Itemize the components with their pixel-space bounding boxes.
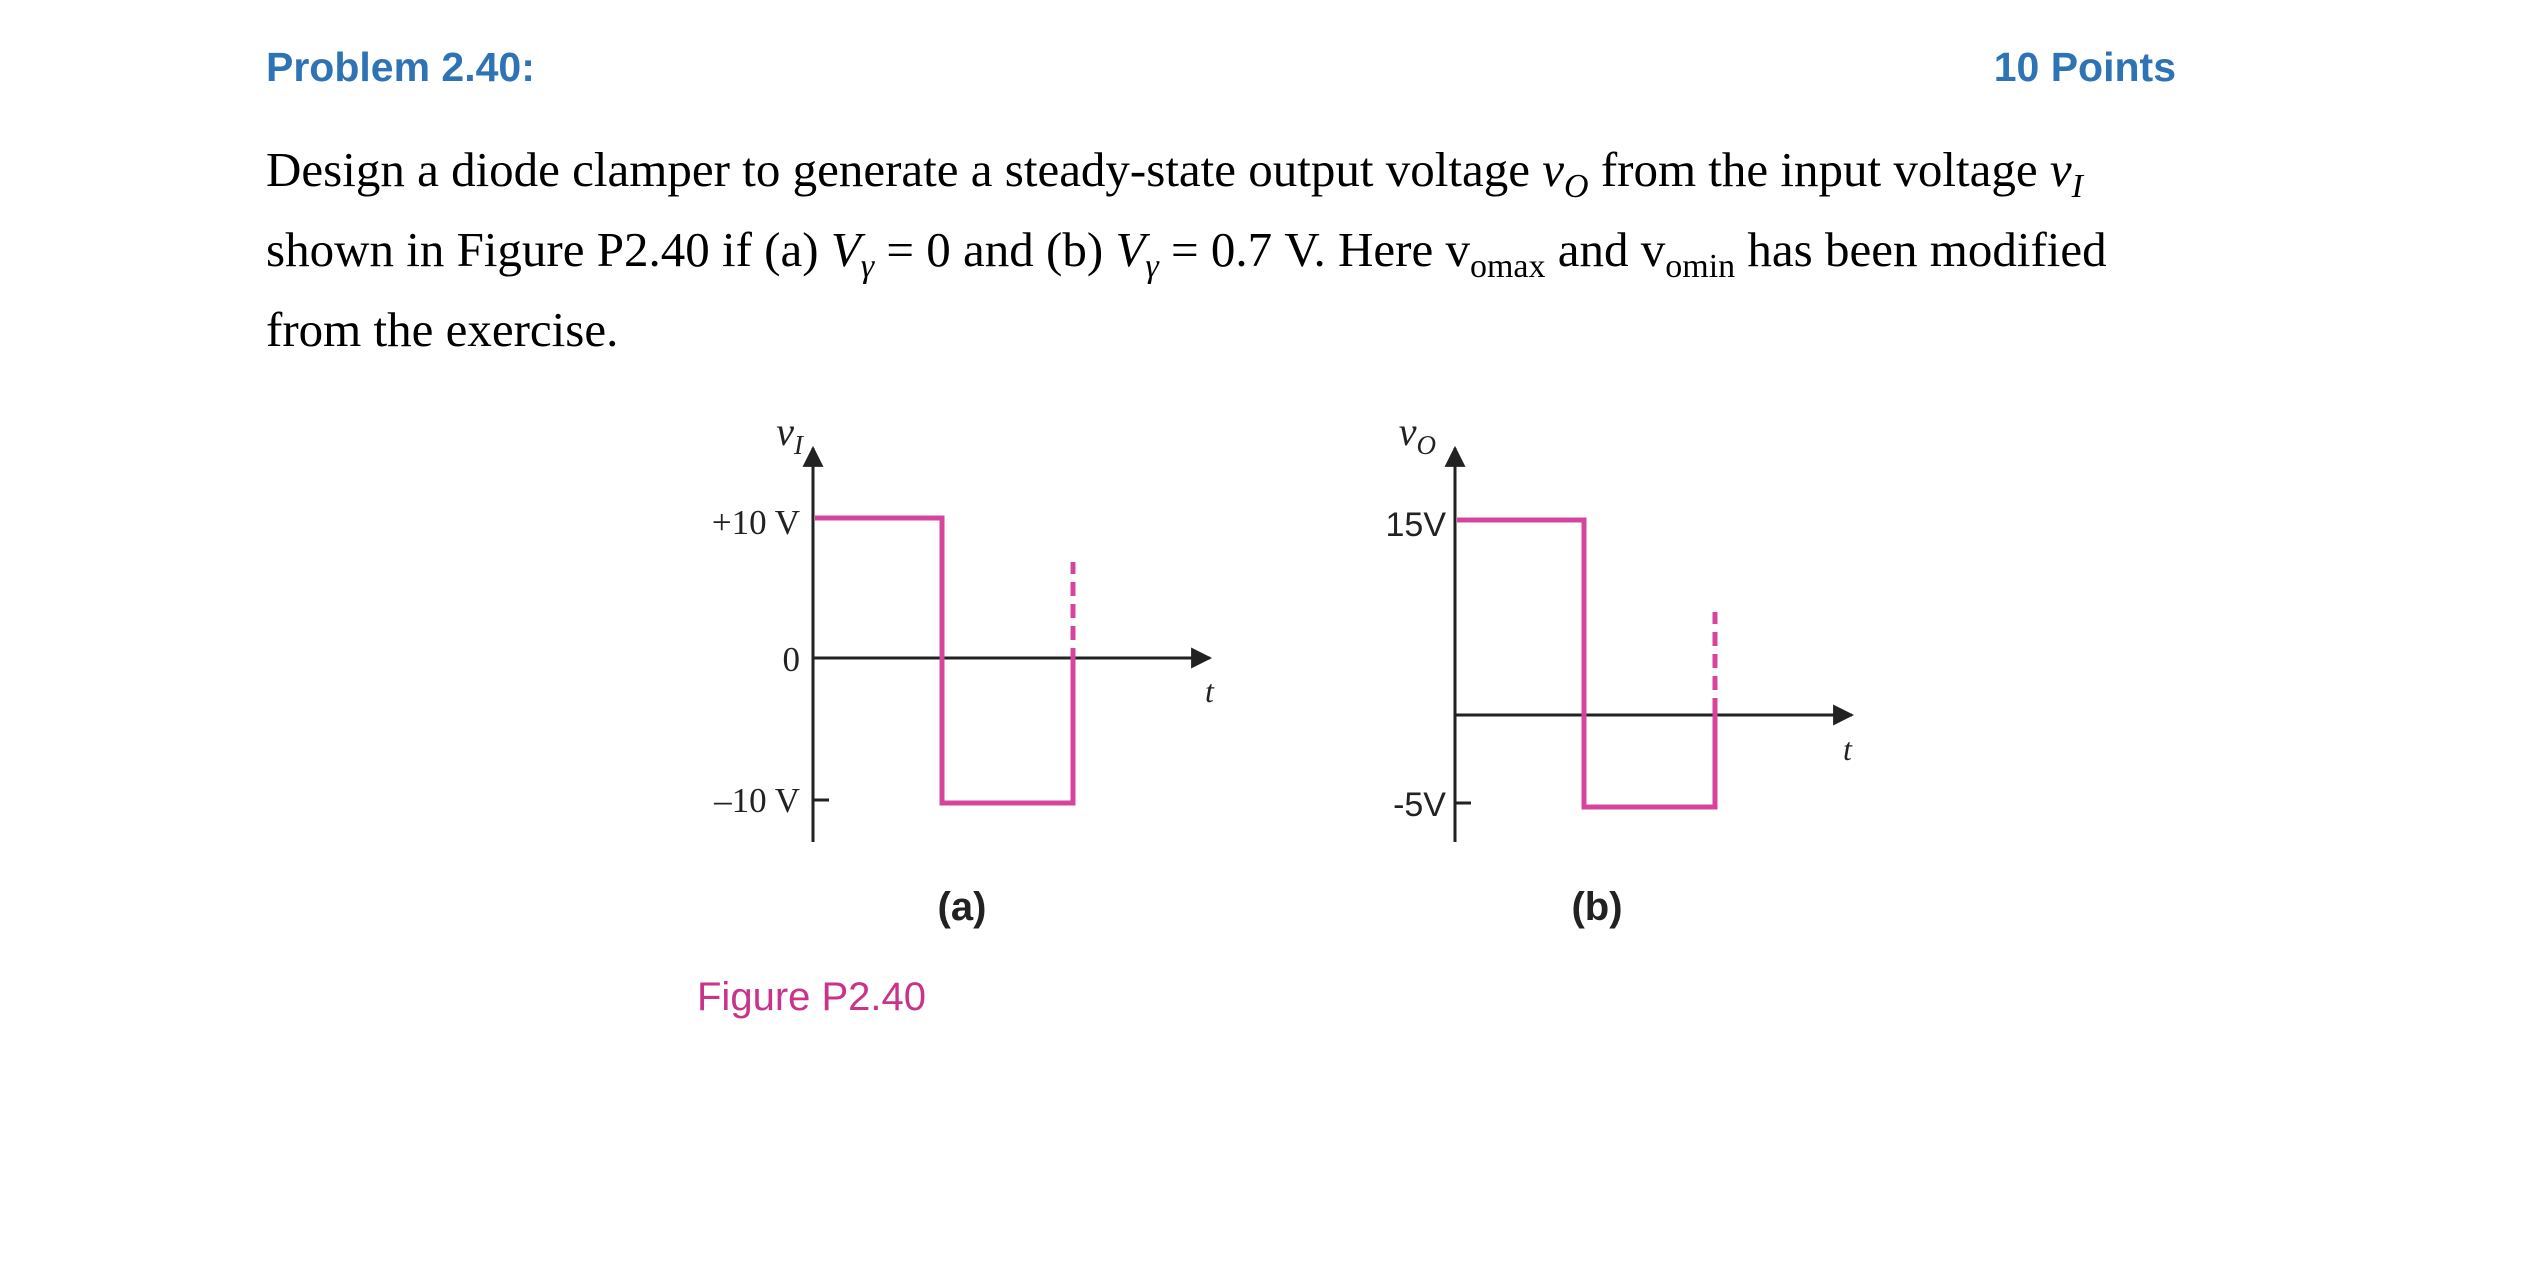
vomin-subscript: omin [1665,247,1736,285]
text-run: shown in Figure P2.40 if (a) [266,221,831,277]
figure-caption: Figure P2.40 [697,975,927,1019]
tick-high-label: +10 V [711,503,800,542]
text-run: = 0.7 V. Here v [1158,221,1470,277]
vi-symbol: v [2049,142,2072,197]
vo-subscript: O [1564,167,1589,205]
points-label: 10 Points [1993,44,2176,90]
statement-line-3: from the exercise. [266,301,619,357]
vi-subscript: I [2071,167,2083,205]
text-run: Design a diode clamper to generate a steady-state output voltage [266,142,1543,197]
vo-symbol: v [1542,142,1564,197]
panel-a [712,409,1215,929]
text-run: has been modified [1735,221,2107,277]
panel-a-label: (a) [937,885,987,929]
text-run: = 0 and (b) [874,221,1116,277]
vgamma-subscript: γ [860,247,875,285]
text-run: and v [1545,221,1666,277]
waveform-a [815,518,1073,803]
vomax-subscript: omax [1469,247,1546,285]
panel-b-label: (b) [1571,885,1623,929]
problem-title: Problem 2.40: [266,44,535,90]
tick-low-label: -5V [1393,786,1446,824]
y-axis-label: $v_I$ [776,409,803,460]
tick-zero-label: 0 [782,640,800,679]
tick-low-label: –10 V [714,781,800,820]
x-axis-label: t [1843,731,1852,767]
vgamma-symbol: V [1115,221,1146,277]
y-axis-label: $v_O$ [1398,409,1436,460]
waveform-b [1457,520,1715,807]
vgamma-symbol: V [830,221,861,277]
tick-high-label: 15V [1385,506,1446,544]
vgamma-subscript: γ [1145,247,1159,285]
x-axis-label: t [1205,673,1214,709]
panel-b [1386,409,1854,929]
text-run: from the input voltage [1588,142,2050,197]
